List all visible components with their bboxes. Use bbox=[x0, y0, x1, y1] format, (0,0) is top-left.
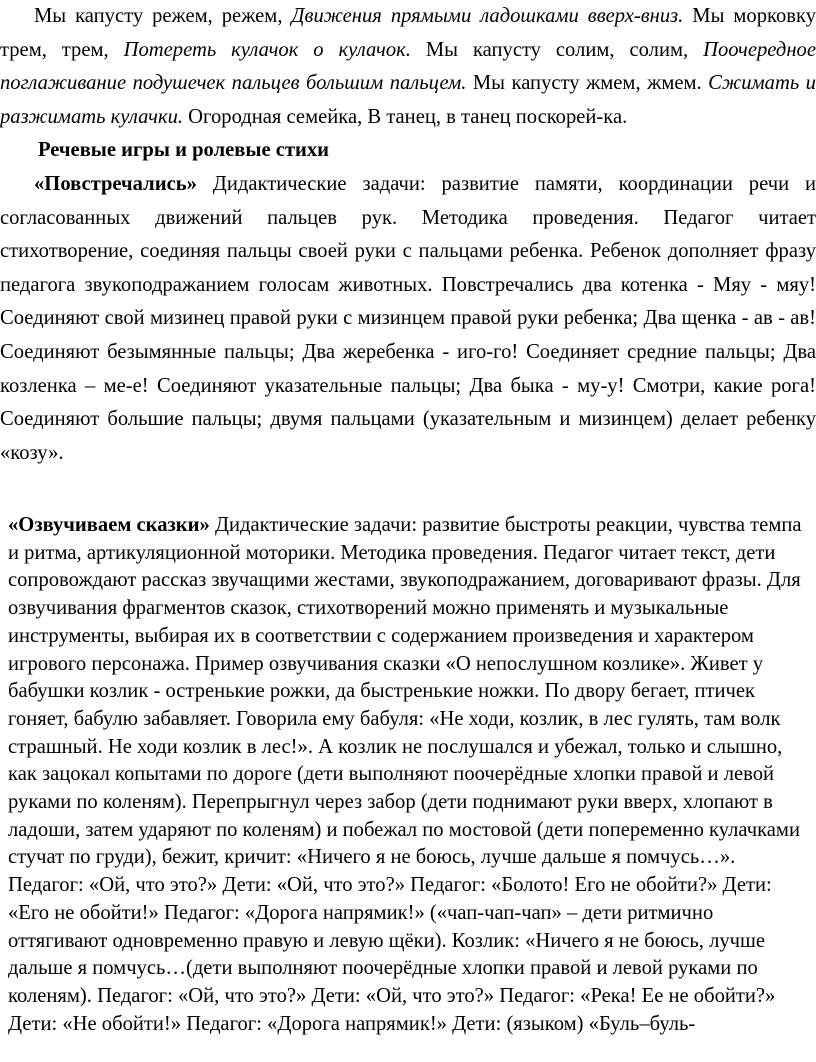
rhyme-instruction-4: Сжимать и разжимать кулачки. bbox=[0, 72, 816, 128]
rhyme-line-4: Мы капусту жмем, жмем. bbox=[466, 72, 709, 95]
rhyme-line-2: Мы морковку трем, трем, bbox=[0, 5, 816, 61]
lower-section bbox=[0, 512, 816, 1038]
game-title: «Повстречались» bbox=[34, 172, 197, 195]
rhyme-instruction-1: Движения прямыми ладошками вверх-вниз. bbox=[291, 5, 684, 27]
game-title: «Озвучиваем сказки» bbox=[8, 514, 210, 536]
game-ozvuchivaem-skazki bbox=[0, 512, 816, 1038]
rhyme-paragraph bbox=[0, 0, 816, 134]
rhyme-instruction-3: Поочередное поглаживание подушечек пальцев большим пальцем. bbox=[0, 38, 816, 95]
section-heading: Речевые игры и ролевые стихи bbox=[38, 139, 330, 162]
game-povstrechalis bbox=[0, 168, 816, 470]
rhyme-instruction-2: Потереть кулачок о кулачок. bbox=[123, 38, 411, 61]
rhyme-line-3: Мы капусту солим, солим, bbox=[410, 38, 704, 61]
game-description: Дидактические задачи: развитие быстроты реакции, чувства темпа и ритма, артикуляционной моторики. Методика проведения. Педагог читает текст, дети сопровождают рассказ звучащими жестами, звукоподражанием, договаривают фразы. Для озвучивания фрагментов сказок, стихотворений можно применять и музыкальные инструменты, выбирая их в соответствии с содержанием произведения и характером игрового персонажа. Пример озвучивания сказки «О непослушном козлике». Живет у бабушки козлик - остренькие рожки, да быстренькие ножки. По двору бегает, птичек гоняет, бабулю забавляет. Говорила ему бабуля: «Не ходи, козлик, в лес гулять, там волк страшный. Не ходи козлик в лес!». А козлик не послушался и убежал, только и слышно, как зацокал копытами по дороге (дети выполняют поочерёдные хлопки правой и левой руками по коленям). Перепрыгнул через забор (дети поднимают руки вверх, хлопают в ладоши, затем ударяют по коленям) и побежал по мостовой (дети попеременно кулачками стучат по груди), бежит, кричит: «Ничего я не боюсь, лучше дальше я помчусь…». Педагог: «Ой, что это?» Дети: «Ой, что это?» Педагог: «Болото! Его не обойти?» Дети: «Его не обойти!» Педагог: «Дорога напрямик!» («чап-чап-чап» – дети ритмично оттягивают одновременно правую и левую щёки). Козлик: «Ничего я не боюсь, лучше дальше я помчусь…(дети выполняют поочерёдные хлопки правой и левой руками по коленям). Педагог: «Ой, что это?» Дети: «Ой, что это?» Педагог: «Река! Ее не обойти?» Дети: «Не обойти!» Педагог: «Дорога напрямик!» Дети: (языком) «Буль–буль- bbox=[8, 514, 802, 1035]
upper-section bbox=[0, 0, 816, 470]
game-description: Дидактические задачи: развитие памяти, координации речи и согласованных движений пальцев рук. Методика проведения. Педагог читает стихотворение, соединяя пальцы своей руки с пальцами ребенка. Ребенок дополняет фразу педагога звукоподражанием голосам животных. Повстречались два котенка - Мяу - мяу! Соединяют свой мизинец правой руки с мизинцем правой руки ребенка; Два щенка - ав - ав! Соединяют безымянные пальцы; Два жеребенка - иго-го! Соединяет средние пальцы; Два козленка – ме-е! Соединяют указательные пальцы; Два быка - му-у! Смотри, какие рога! Соединяют большие пальцы; двумя пальцами (указательным и мизинцем) делает ребенку «козу». bbox=[0, 172, 816, 464]
rhyme-line-1: Мы капусту режем, режем, bbox=[34, 5, 292, 27]
rhyme-line-5: Огородная семейка, В танец, в танец поскорей-ка. bbox=[183, 105, 628, 128]
